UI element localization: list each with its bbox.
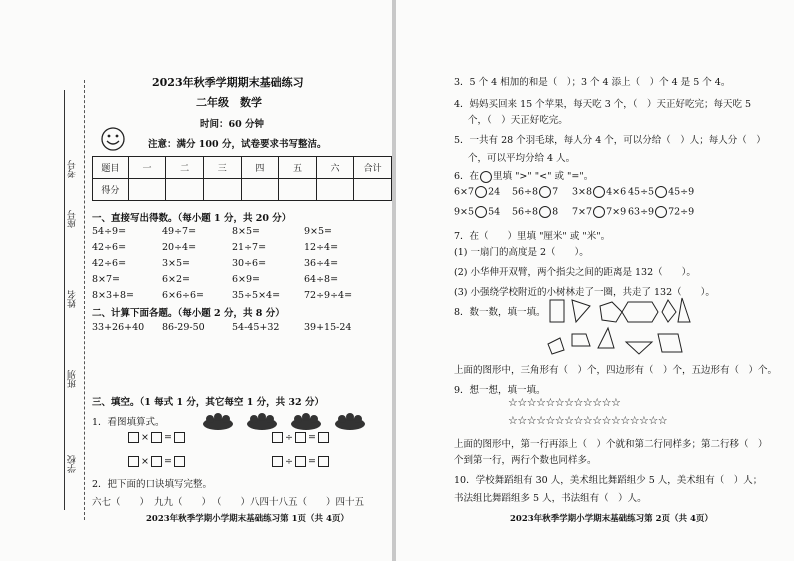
compare-item: 45÷5 45÷9 bbox=[628, 186, 695, 198]
answer-box[interactable] bbox=[174, 456, 185, 467]
score-table bbox=[92, 156, 392, 201]
exam-time: 时间：60 分钟 bbox=[200, 119, 265, 130]
question-7-item: (1) 一扇门的高度是 2（ ）。 bbox=[454, 247, 589, 258]
oral-calc-item: 8×3+8= bbox=[92, 290, 135, 301]
oral-calc-item: 35÷5×4= bbox=[232, 290, 281, 301]
score-cell[interactable] bbox=[354, 179, 392, 201]
star-row-1: ☆☆☆☆☆☆☆☆☆☆☆☆ bbox=[508, 396, 621, 409]
right-page bbox=[396, 0, 794, 561]
sidebar-label-school: 学校 bbox=[68, 455, 78, 473]
verse-item: （ ）八四十八 bbox=[212, 497, 289, 508]
oral-calc-item: 6×2= bbox=[162, 274, 191, 285]
question-4: 4．妈妈买回来 15 个苹果，每天吃 3 个，（ ）天正好吃完；每天吃 5 bbox=[454, 99, 752, 110]
oral-calc-item: 8×7= bbox=[92, 274, 121, 285]
quad-shape bbox=[548, 338, 564, 354]
calc-item: 86-29-50 bbox=[162, 322, 205, 333]
compare-circle-input[interactable] bbox=[593, 186, 605, 198]
question-9-text: 上面的图形中，第一行再添上（ ）个就和第二行同样多；第二行移（ ） bbox=[454, 439, 768, 450]
oral-calc-item: 8×5= bbox=[232, 226, 261, 237]
compare-circle-icon bbox=[480, 171, 492, 183]
inverted-triangle-shape bbox=[626, 342, 652, 354]
compare-item: 7×7 7×9 bbox=[572, 206, 627, 218]
answer-box[interactable] bbox=[295, 456, 306, 467]
answer-box[interactable] bbox=[272, 456, 283, 467]
calc-item: 54-45+32 bbox=[232, 322, 280, 333]
page-footer: 2023年秋季学期小学期末基础练习第 2页（共 4页） bbox=[510, 514, 713, 524]
parallelogram-shape bbox=[658, 334, 682, 352]
compare-circle-input[interactable] bbox=[539, 186, 551, 198]
oral-calc-item: 30÷6= bbox=[232, 258, 267, 269]
fill-equation-row: × = bbox=[126, 456, 187, 467]
answer-box[interactable] bbox=[151, 432, 162, 443]
score-cell[interactable] bbox=[241, 179, 279, 201]
exam-note: 注意：满分 100 分，试卷要求书写整洁。 bbox=[148, 139, 327, 150]
square-shape bbox=[550, 300, 564, 322]
answer-box[interactable] bbox=[128, 456, 139, 467]
compare-circle-input[interactable] bbox=[655, 206, 667, 218]
answer-box[interactable] bbox=[318, 456, 329, 467]
score-header-cell: 四 bbox=[241, 157, 279, 179]
answer-box[interactable] bbox=[128, 432, 139, 443]
flower-cluster-icon bbox=[200, 410, 368, 432]
oral-calc-item: 6×9= bbox=[232, 274, 261, 285]
compare-item: 3×8 4×6 bbox=[572, 186, 627, 198]
question-5-cont: 个，可以平均分给 4 人。 bbox=[468, 153, 576, 164]
compare-item: 56÷8 8 bbox=[512, 206, 559, 218]
compare-circle-input[interactable] bbox=[593, 206, 605, 218]
fill-equation-row: × = bbox=[126, 432, 187, 443]
verse-item: 六七（ ） bbox=[92, 497, 150, 508]
question-10: 10．学校舞蹈组有 30 人，美术组比舞蹈组少 5 人，美术组有（ ）人； bbox=[454, 475, 763, 486]
binding-dash-line bbox=[84, 80, 85, 520]
section-1-title: 一、直接写出得数。（每小题 1 分，共 20 分） bbox=[92, 213, 292, 224]
rhombus-shape bbox=[662, 300, 676, 322]
question-7-item: (2) 小华伸开双臂，两个指尖之间的距离是 132（ ）。 bbox=[454, 267, 696, 278]
triangle-shape bbox=[572, 300, 590, 322]
score-header-cell: 一 bbox=[128, 157, 166, 179]
compare-item: 63÷9 72÷9 bbox=[628, 206, 695, 218]
answer-box[interactable] bbox=[272, 432, 283, 443]
question-7-item: (3) 小强绕学校附近的小树林走了一圈，共走了 132（ ）。 bbox=[454, 287, 715, 298]
score-header-cell: 五 bbox=[279, 157, 317, 179]
shapes-figure bbox=[542, 296, 712, 358]
answer-box[interactable] bbox=[318, 432, 329, 443]
oral-calc-item: 20÷4= bbox=[162, 242, 197, 253]
oral-calc-item: 42÷6= bbox=[92, 242, 127, 253]
score-header-cell: 三 bbox=[203, 157, 241, 179]
oral-calc-item: 3×5= bbox=[162, 258, 191, 269]
question-8-text: 上面的图形中，三角形有（ ）个，四边形有（ ）个，五边形有（ ）个。 bbox=[454, 365, 778, 376]
oral-calc-item: 54÷9= bbox=[92, 226, 127, 237]
grade-subject: 二年级 数学 bbox=[196, 96, 262, 109]
oral-calc-item: 36÷4= bbox=[304, 258, 339, 269]
sidebar-label-class: 班别 bbox=[68, 370, 78, 388]
score-header-cell: 合计 bbox=[354, 157, 392, 179]
star-row-2: ☆☆☆☆☆☆☆☆☆☆☆☆☆☆☆☆☆ bbox=[508, 414, 668, 427]
oral-calc-item: 9×5= bbox=[304, 226, 333, 237]
smiley-face-icon bbox=[100, 126, 126, 152]
score-header-cell: 六 bbox=[316, 157, 354, 179]
score-cell[interactable] bbox=[166, 179, 204, 201]
section-3-title: 三、填空。（1 每式 1 分，其它每空 1 分，共 32 分） bbox=[92, 397, 324, 408]
question-5: 5．一共有 28 个羽毛球，每人分 4 个，可以分给（ ）人；每人分（ ） bbox=[454, 135, 766, 146]
oral-calc-item: 6×6÷6= bbox=[162, 290, 205, 301]
compare-circle-input[interactable] bbox=[539, 206, 551, 218]
question-8: 8．数一数，填一填。 bbox=[454, 307, 546, 318]
section-2-title: 二、计算下面各题。（每小题 2 分，共 8 分） bbox=[92, 308, 285, 319]
score-cell[interactable] bbox=[279, 179, 317, 201]
page-title: 2023年秋季学期期末基础练习 bbox=[152, 76, 304, 89]
pentagon-shape bbox=[600, 302, 622, 322]
answer-box[interactable] bbox=[151, 456, 162, 467]
question-10-cont: 书法组比舞蹈组多 5 人，书法组有（ ）人。 bbox=[454, 493, 647, 504]
compare-circle-input[interactable] bbox=[655, 186, 667, 198]
calc-item: 33+26+40 bbox=[92, 322, 145, 333]
score-header-cell: 题目 bbox=[93, 157, 129, 179]
compare-item: 6×7 24 bbox=[454, 186, 501, 198]
question-9-text-cont: 个到第一行，两行个数也同样多。 bbox=[454, 455, 597, 466]
compare-item: 56÷8 7 bbox=[512, 186, 559, 198]
hexagon-shape bbox=[622, 302, 658, 322]
question-3: 3．5 个 4 相加的和是（ ）；3 个 4 添上（ ）个 4 是 5 个 4。 bbox=[454, 77, 731, 88]
oral-calc-item: 42÷6= bbox=[92, 258, 127, 269]
left-page bbox=[0, 0, 392, 561]
oral-calc-item: 49÷7= bbox=[162, 226, 197, 237]
compare-circle-input[interactable] bbox=[475, 206, 487, 218]
question-7: 7．在（ ）里填 "厘米" 或 "米"。 bbox=[454, 231, 611, 242]
question-6: 6．在 里填 ">" "<" 或 "="。 bbox=[454, 171, 594, 182]
question-2: 2．把下面的口诀填写完整。 bbox=[92, 479, 213, 490]
score-cell[interactable] bbox=[128, 179, 166, 201]
sidebar-label-exam-no: 考号 bbox=[68, 160, 78, 178]
page-footer: 2023年秋季学期小学期末基础练习第 1页（共 4页） bbox=[146, 514, 349, 524]
narrow-triangle-shape bbox=[598, 328, 614, 348]
question-4-cont: 个，（ ）天正好吃完。 bbox=[468, 115, 568, 126]
sidebar-label-seat-no: 座号 bbox=[68, 210, 78, 228]
sidebar-label-name: 姓名 bbox=[68, 290, 78, 308]
tall-triangle-shape bbox=[678, 298, 690, 322]
verse-item: 五（ ）四十五 bbox=[288, 497, 365, 508]
score-cell[interactable] bbox=[203, 179, 241, 201]
fill-equation-row: ÷ = bbox=[270, 432, 331, 443]
score-cell[interactable] bbox=[316, 179, 354, 201]
answer-box[interactable] bbox=[295, 432, 306, 443]
answer-box[interactable] bbox=[174, 432, 185, 443]
oral-calc-item: 64÷8= bbox=[304, 274, 339, 285]
oral-calc-item: 12÷4= bbox=[304, 242, 339, 253]
oral-calc-item: 72÷9÷4= bbox=[304, 290, 353, 301]
verse-item: 九九（ ） bbox=[154, 497, 212, 508]
compare-item: 9×5 54 bbox=[454, 206, 501, 218]
question-9: 9．想一想，填一填。 bbox=[454, 385, 546, 396]
trapezoid-shape bbox=[572, 334, 590, 346]
binding-line bbox=[64, 90, 65, 510]
compare-circle-input[interactable] bbox=[475, 186, 487, 198]
fill-equation-row: ÷ = bbox=[270, 456, 331, 467]
question-1: 1．看图填算式。 bbox=[92, 417, 165, 428]
score-header-cell: 二 bbox=[166, 157, 204, 179]
score-row-label: 得分 bbox=[93, 179, 129, 201]
oral-calc-item: 21÷7= bbox=[232, 242, 267, 253]
calc-item: 39+15-24 bbox=[304, 322, 352, 333]
